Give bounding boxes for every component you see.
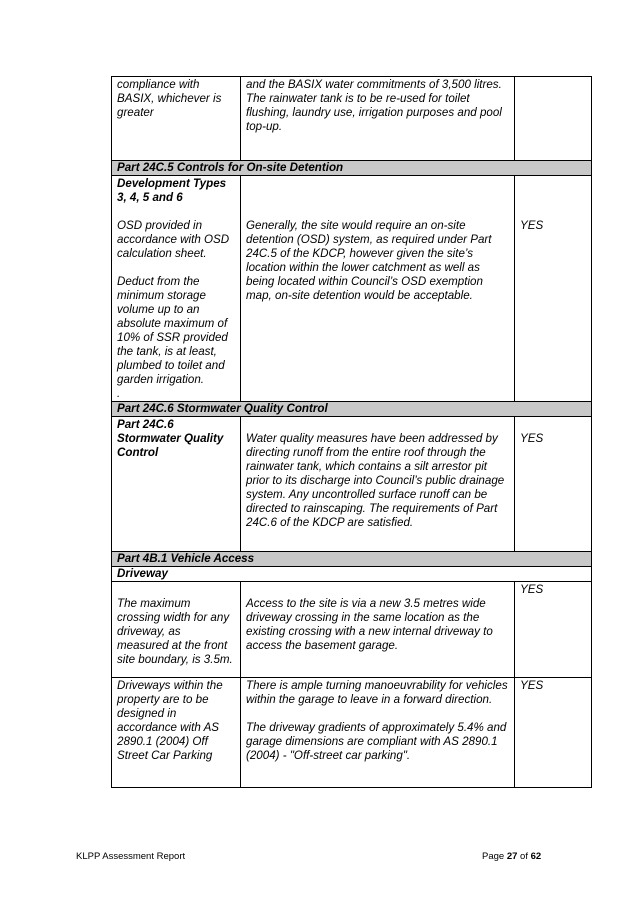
table-row — [112, 678, 592, 788]
footer-report-title: KLPP Assessment Report — [76, 851, 186, 862]
requirement-text: compliance with BASIX, whichever is greater — [117, 78, 222, 119]
compliance-cell — [515, 77, 592, 161]
requirement-cell — [112, 417, 241, 552]
assessment-table — [111, 76, 592, 788]
requirement-cell — [112, 77, 241, 161]
subsection-header: Driveway — [112, 567, 592, 582]
comment-cell — [241, 678, 515, 788]
page-total: 62 — [530, 851, 542, 862]
comment-text: Access to the site is via a new 3.5 metres wide driveway crossing in the same location as the existing crossing with a new internal driveway to access the basement garage. — [246, 597, 493, 652]
subsection-header-row — [112, 567, 592, 582]
comment-text: Generally, the site would require an on-site detention (OSD) system, as required under Part 24C.5 of the KDCP, however given the site’s location within the lower catchment as well as being located within Council’s OSD exemption map, on-site detention would be acceptable. — [246, 219, 492, 302]
section-header-row — [112, 161, 592, 176]
comment-cell — [241, 417, 515, 552]
comment-cell — [241, 176, 515, 402]
comment-text: and the BASIX water commitments of 3,500 litres. The rainwater tank is to be re-used for toilet flushing, laundry use, irrigation purposes and pool top-up. — [246, 78, 502, 133]
requirement-text: The maximum crossing width for any driveway, as measured at the front site boundary, is 3.5m. — [117, 597, 233, 666]
requirement-text: Driveways within the property are to be designed in accordance with AS 2890.1 (2004) Off Street Car Parking — [117, 679, 223, 762]
page-label: Page — [482, 851, 505, 862]
comment-cell — [241, 77, 515, 161]
compliance-cell — [515, 176, 592, 402]
requirement-text: OSD provided in accordance with OSD calculation sheet. — [117, 219, 230, 260]
section-header-row — [112, 552, 592, 567]
footer-page-number — [482, 851, 541, 862]
compliance-text: YES — [520, 583, 544, 596]
table-row — [112, 582, 592, 678]
section-header: Part 24C.5 Controls for On-site Detention — [112, 161, 592, 176]
requirement-cell — [112, 678, 241, 788]
table-row — [112, 176, 592, 402]
comment-text: There is ample turning manoeuvrability for vehicles within the garage to leave in a forward direction. — [246, 679, 508, 706]
compliance-cell — [515, 417, 592, 552]
compliance-text: YES — [520, 679, 544, 692]
compliance-text: YES — [520, 432, 544, 445]
requirement-text: . — [117, 387, 121, 400]
page-of: of — [520, 851, 528, 862]
comment-text: The driveway gradients of approximately 5.4% and garage dimensions are compliant with AS 2890.1 (2004) - "Off-street car parking". — [246, 721, 507, 762]
comment-cell — [241, 582, 515, 678]
table-row — [112, 417, 592, 552]
section-header: Part 24C.6 Stormwater Quality Control — [112, 402, 592, 417]
section-header-row — [112, 402, 592, 417]
requirement-heading: Part 24C.6 Stormwater Quality Control — [117, 418, 224, 459]
requirement-text: Deduct from the minimum storage volume up to an absolute maximum of 10% of SSR provided the tank, is at least, plumbed to toilet and garden irrigation. — [117, 275, 228, 386]
requirement-cell — [112, 582, 241, 678]
requirement-heading: Development Types 3, 4, 5 and 6 — [117, 177, 227, 204]
compliance-text: YES — [520, 219, 544, 232]
compliance-cell — [515, 678, 592, 788]
table-row — [112, 77, 592, 161]
requirement-cell — [112, 176, 241, 402]
comment-text: Water quality measures have been addressed by directing runoff from the entire roof through the rainwater tank, which contains a silt arrestor pit prior to its discharge into Council’s public drainage system. Any uncontrolled surface runoff can be directed to rainscaping. The requirements of Part 24C.6 of the KDCP are satisfied. — [246, 432, 505, 529]
page-current: 27 — [506, 851, 518, 862]
section-header: Part 4B.1 Vehicle Access — [112, 552, 592, 567]
compliance-cell — [515, 582, 592, 678]
